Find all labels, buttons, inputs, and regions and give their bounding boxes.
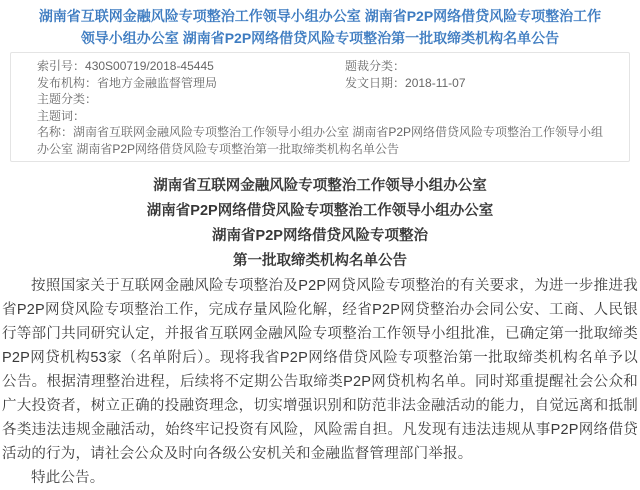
meta-grid (37, 58, 605, 124)
meta-field-index-number (37, 58, 345, 75)
meta-value: 430S00719/2018-45445 (85, 59, 214, 73)
meta-label: 发文日期： (345, 75, 406, 90)
document-body (0, 174, 640, 490)
document-meta-box (10, 52, 630, 162)
document-heading-line: 第一批取缔类机构名单公告 (233, 253, 407, 269)
meta-field-empty (345, 91, 605, 108)
meta-label: 主题分类： (37, 92, 98, 106)
meta-value: 2018-11-07 (405, 75, 466, 90)
meta-label: 题裁分类： (345, 59, 406, 73)
meta-label: 发布机构： (37, 75, 98, 90)
meta-label: 主题词： (37, 108, 86, 123)
document-heading-line: 湖南省P2P网络借贷风险专项整治 (212, 228, 428, 244)
document-heading-line: 湖南省P2P网络借贷风险专项整治工作领导小组办公室 (146, 203, 494, 219)
document-heading-block (2, 174, 638, 274)
meta-field-genre-category (345, 58, 605, 75)
meta-field-publisher (37, 75, 345, 92)
meta-field-topic-category (37, 91, 345, 108)
meta-label: 索引号： (37, 59, 86, 73)
meta-label: 名称： (37, 125, 74, 139)
meta-field-issue-date (345, 75, 605, 92)
meta-field-document-name (37, 124, 605, 157)
page-title: 湖南省互联网金融风险专项整治工作领导小组办公室 湖南省P2P网络借贷风险专项整治工作领导小组办公室 湖南省P2P网络借贷风险专项整治第一批取缔类机构名单公告 (38, 8, 602, 46)
meta-value: 湖南省互联网金融风险专项整治工作领导小组办公室 湖南省P2P网络借贷风险专项整治工作领导小组办公室 湖南省P2P网络借贷风险专项整治第一批取缔类机构名单公告 (37, 125, 604, 156)
document-heading-line: 湖南省互联网金融风险专项整治工作领导小组办公室 (153, 178, 487, 194)
meta-value: 省地方金融监督管理局 (97, 75, 218, 90)
meta-field-keywords (37, 108, 345, 125)
meta-field-empty (345, 108, 605, 125)
document-paragraph-closing: 特此公告。 (31, 470, 105, 486)
document-paragraph: 按照国家关于互联网金融风险专项整治及P2P网贷风险专项整治的有关要求，为进一步推进我省P2P网贷风险专项整治工作，完成存量风险化解，经省P2P网贷整治办会同公安、工商、人民银行等部门共同研究认定，并报省互联网金融风险专项整治工作领导小组批准，已确定第一批取缔类P2P网贷机构53家（名单附后）。现将我省P2P网络借贷风险专项整治第一批取缔类机构名单予以公告。根据清理整治进程，后续将不定期公告取缔类P2P网贷机构名单。同时郑重提醒社会公众和广大投资者，树立正确的投融资理念，切实增强识别和防范非法金融活动的能力，自觉远离和抵制各类违法违规金融活动，始终牢记投资有风险，风险需自担。凡发现有违法违规从事P2P网络借贷活动的行为，请社会公众及时向各级公安机关和金融监督管理部门举报。 (2, 278, 638, 462)
